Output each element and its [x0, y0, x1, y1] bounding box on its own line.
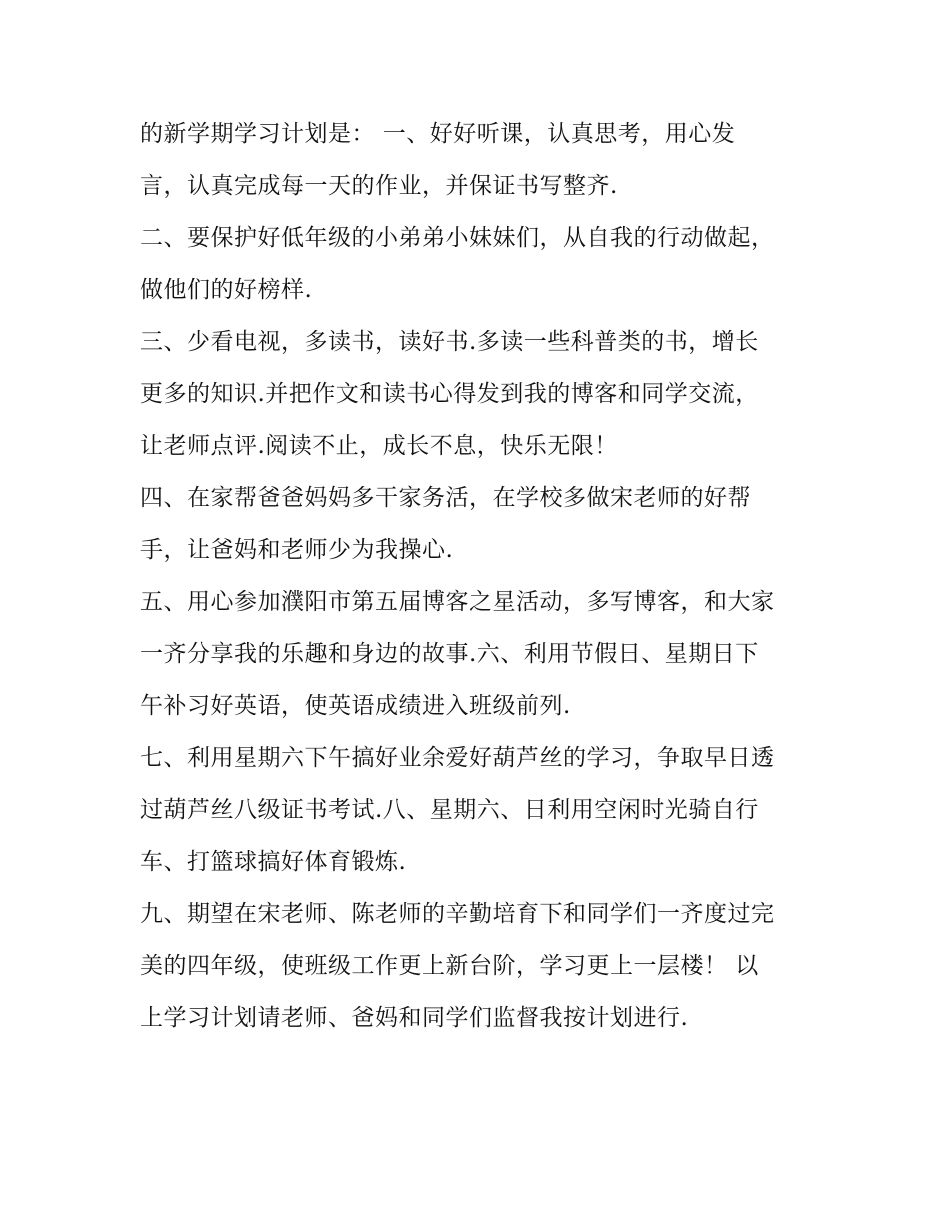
text-line: 一齐分享我的乐趣和身边的故事.六、利用节假日、星期日下	[140, 641, 759, 667]
text-line: 上学习计划请老师、爸妈和同学们监督我按计划进行.	[140, 1005, 689, 1031]
text-line: 让老师点评.阅读不止，成长不息，快乐无限！	[140, 433, 618, 459]
text-line: 二、要保护好低年级的小弟弟小妹妹们，从自我的行动做起，	[140, 225, 775, 251]
text-line: 车、打篮球搞好体育锻炼.	[140, 849, 407, 875]
text-line: 三、少看电视，多读书，读好书.多读一些科普类的书，增长	[140, 329, 759, 355]
document-body	[140, 108, 830, 1044]
text-line: 午补习好英语，使英语成绩进入班级前列.	[140, 693, 571, 719]
text-line: 七、利用星期六下午搞好业余爱好葫芦丝的学习，争取早日透	[140, 745, 775, 771]
text-line: 更多的知识.并把作文和读书心得发到我的博客和同学交流，	[140, 381, 759, 407]
text-line: 的新学期学习计划是： 一、好好听课，认真思考，用心发	[140, 121, 736, 147]
text-line: 手，让爸妈和老师少为我操心.	[140, 537, 454, 563]
text-line: 美的四年级，使班级工作更上新台阶，学习更上一层楼！ 以	[140, 953, 759, 979]
text-line: 做他们的好榜样.	[140, 277, 313, 303]
text-line: 言，认真完成每一天的作业，并保证书写整齐.	[140, 173, 618, 199]
text-line: 九、期望在宋老师、陈老师的辛勤培育下和同学们一齐度过完	[140, 901, 775, 927]
text-line: 四、在家帮爸爸妈妈多干家务活，在学校多做宋老师的好帮	[140, 485, 751, 511]
text-line: 五、用心参加濮阳市第五届博客之星活动，多写博客，和大家	[140, 589, 775, 615]
text-line: 过葫芦丝八级证书考试.八、星期六、日利用空闲时光骑自行	[140, 797, 759, 823]
